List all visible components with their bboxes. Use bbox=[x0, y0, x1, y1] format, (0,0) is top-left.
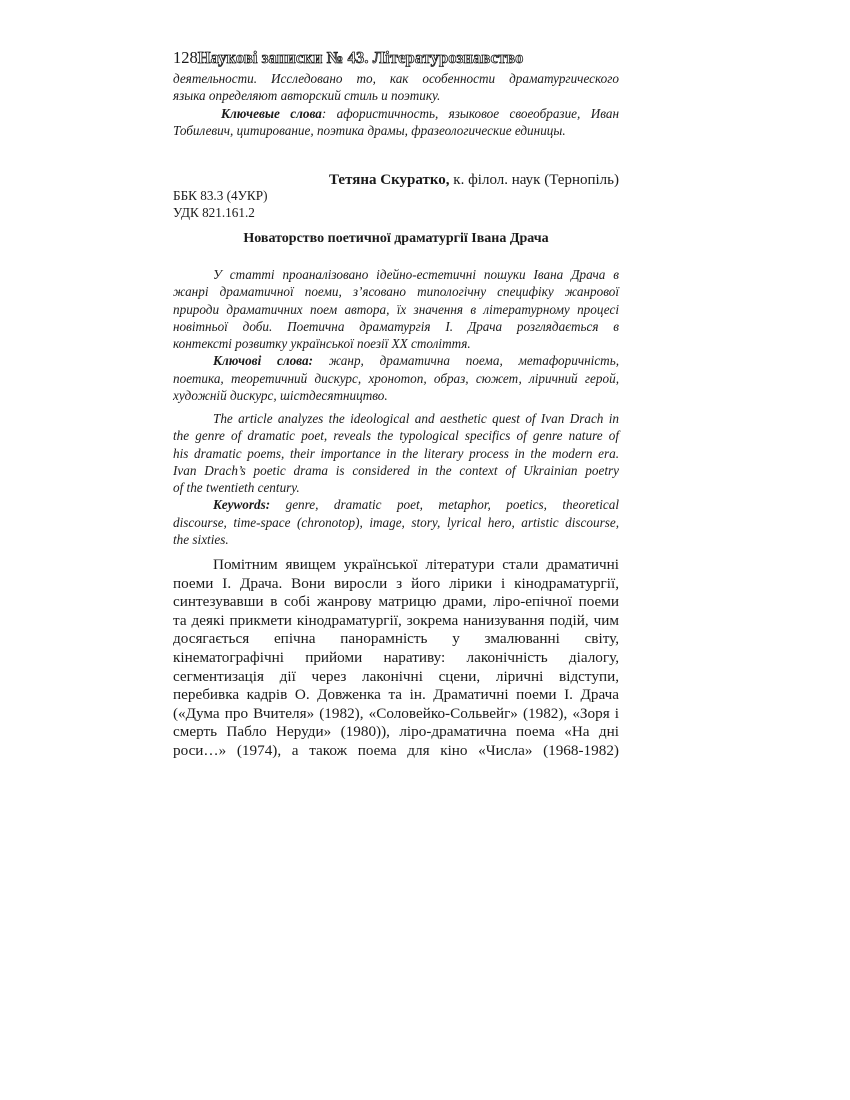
text-line: новітньої доби. Поетична драматургія І. Драча розглядається в bbox=[173, 318, 619, 334]
text-line: сегментизація дії через лаконічні сцени, ліричні відступи, bbox=[173, 667, 619, 685]
text-line: перебивка кадрів О. Довженка та ін. Драматичні поеми І. Драча bbox=[173, 686, 619, 704]
text-line: The article analyzes the ideological and aesthetic quest of Ivan Drach in bbox=[213, 411, 619, 426]
text-line: («Дума про Вчителя» (1982), «Соловейко-Сольвейг» (1982), «Зоря і bbox=[173, 704, 619, 722]
abstract-ukrainian bbox=[173, 266, 619, 404]
text-line: поетика, теоретичний дискурс, хронотоп, образ, сюжет, ліричний герой, bbox=[173, 370, 619, 386]
text-line: of the twentieth century. bbox=[173, 480, 300, 496]
text-line: поеми І. Драча. Вони виросли з його лірики і кінодраматургії, bbox=[173, 574, 619, 592]
previous-abstract bbox=[173, 70, 619, 139]
author-name: Тетяна Скуратко, bbox=[328, 172, 450, 188]
text-line: языка определяют авторский стиль и поэтику. bbox=[173, 88, 441, 104]
text-line: the sixties. bbox=[173, 532, 229, 548]
keywords-text: жанр, драматична поема, метафоричність, bbox=[312, 353, 619, 369]
page-number: 128 bbox=[173, 48, 198, 67]
keywords-label: Ключевые слова bbox=[221, 105, 322, 121]
keywords-line bbox=[173, 105, 619, 122]
text-line: природи драматичних поем автора, їх значення в літературному процесі bbox=[173, 301, 619, 317]
abstract-english bbox=[173, 410, 619, 548]
text-line: Ivan Drach’s poetic drama is considered in the context of Ukrainian poetry bbox=[173, 462, 619, 478]
text-line: роси…» (1974), а також поема для кіно «Числа» (1968-1982) bbox=[173, 741, 619, 759]
text-line: discourse, time-space (chronotop), image, story, lyrical hero, artistic discourse, bbox=[173, 514, 619, 530]
body-paragraph bbox=[173, 556, 619, 761]
text-line: жанрі драматичної поеми, з’ясовано типологічну специфіку жанрової bbox=[173, 284, 619, 300]
text-line: Тобилевич, цитирование, поэтика драмы, фразеологические единицы. bbox=[173, 122, 566, 138]
author-line bbox=[329, 172, 619, 189]
bbk-code: ББК 83.3 (4УКР) bbox=[173, 188, 268, 203]
text-line: the genre of dramatic poet, reveals the typological specifics of genre nature of bbox=[173, 428, 619, 444]
text-line: кінематографічні прийоми наративу: лаконічність діалогу, bbox=[173, 648, 619, 666]
keywords-line bbox=[173, 496, 619, 513]
udk-code: УДК 821.161.2 bbox=[173, 205, 255, 220]
text-line: смерть Пабло Неруди» (1980)), ліро-драматична поема «На дні bbox=[173, 723, 619, 741]
text-line: контексті розвитку української поезії ХХ століття. bbox=[173, 336, 471, 352]
keywords-line bbox=[173, 352, 619, 369]
journal-title: Наукові записки № 43. Літературознавство bbox=[197, 48, 524, 67]
running-header bbox=[173, 48, 523, 68]
author-affiliation: к. філол. наук (Тернопіль) bbox=[449, 172, 619, 188]
text-line: досягається епічна панорамність у змалюванні світу, bbox=[173, 630, 619, 648]
text-line: синтезувавши в собі жанрову матрицю драми, ліро-епічної поеми bbox=[173, 593, 619, 611]
keywords-text: : афористичность, языковое своеобразие, Иван bbox=[321, 105, 619, 121]
text-line: У статті проаналізовано ідейно-естетичні пошуки Івана Драча в bbox=[213, 267, 619, 282]
keywords-label: Ключові слова: bbox=[213, 353, 313, 369]
text-line: деятельности. Исследовано то, как особенности драматургического bbox=[173, 71, 619, 86]
text-line: his dramatic poems, their importance in the literary process in the modern era. bbox=[173, 445, 619, 461]
text-line: Помітним явищем української літератури стали драматичні bbox=[213, 556, 619, 573]
text-line: та деякі прикмети кінодраматургії, зокрема нанизування подій, чим bbox=[173, 611, 619, 629]
text-line: художній дискурс, шістдесятництво. bbox=[173, 388, 388, 404]
keywords-label: Keywords: bbox=[213, 497, 271, 513]
keywords-text: genre, dramatic poet, metaphor, poetics, theoretical bbox=[270, 497, 619, 513]
article-title: Новаторство поетичної драматургії Івана Драча bbox=[243, 231, 549, 246]
